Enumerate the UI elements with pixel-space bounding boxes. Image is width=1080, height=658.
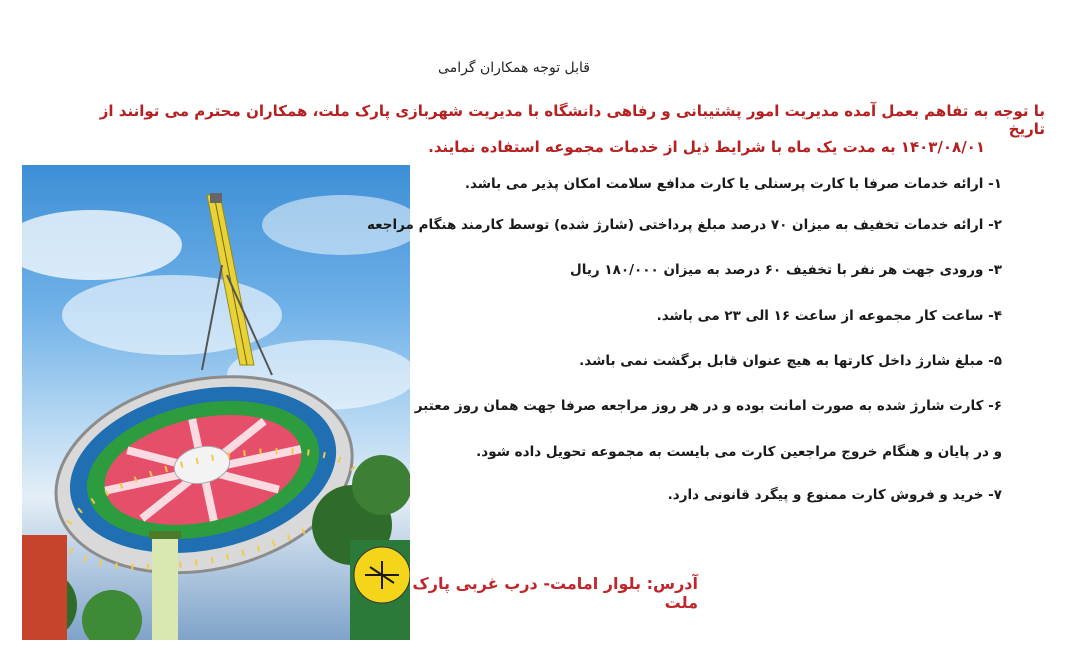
condition-item: ۵- مبلغ شارژ داخل کارتها به هیچ عنوان قابل برگشت نمی باشد. (579, 353, 1002, 369)
condition-item: ۷- خرید و فروش کارت ممنوع و پیگرد قانونی دارد. (667, 487, 1002, 503)
salutation: قابل توجه همکاران گرامی (438, 60, 590, 76)
condition-item: ۳- ورودی جهت هر نفر با تخفیف ۶۰ درصد به میزان ۱۸۰/۰۰۰ ریال (570, 262, 1002, 278)
intro-paragraph (60, 102, 1045, 156)
condition-item: ۶- کارت شارژ شده به صورت امانت بوده و در هر روز مراجعه صرفا جهت همان روز معتبر (414, 398, 1002, 414)
intro-line-2: ۱۴۰۳/۰۸/۰۱ به مدت یک ماه با شرایط ذیل از خدمات مجموعه استفاده نمایند. (428, 138, 985, 156)
amusement-ride-photo (22, 165, 410, 640)
condition-item: ۱- ارائه خدمات صرفا با کارت پرسنلی یا کارت مدافع سلامت امکان پذیر می باشد. (464, 176, 1002, 192)
intro-line-1: با توجه به تفاهم بعمل آمده مدیریت امور پشتیبانی و رفاهی دانشگاه با مدیریت شهربازی پارک ملت، همکاران محترم می توانند از تاریخ (99, 102, 1045, 138)
condition-item-continuation: و در پایان و هنگام خروج مراجعین کارت می بایست به مجموعه تحویل داده شود. (476, 444, 1002, 460)
address-line: آدرس: بلوار امامت- درب غربی پارک ملت (412, 574, 698, 612)
condition-item: ۲- ارائه خدمات تخفیف به میزان ۷۰ درصد مبلغ پرداختی (شارژ شده) توسط کارمند هنگام مراجعه (367, 217, 1002, 233)
condition-item: ۴- ساعت کار مجموعه از ساعت ۱۶ الی ۲۳ می باشد. (656, 308, 1002, 324)
